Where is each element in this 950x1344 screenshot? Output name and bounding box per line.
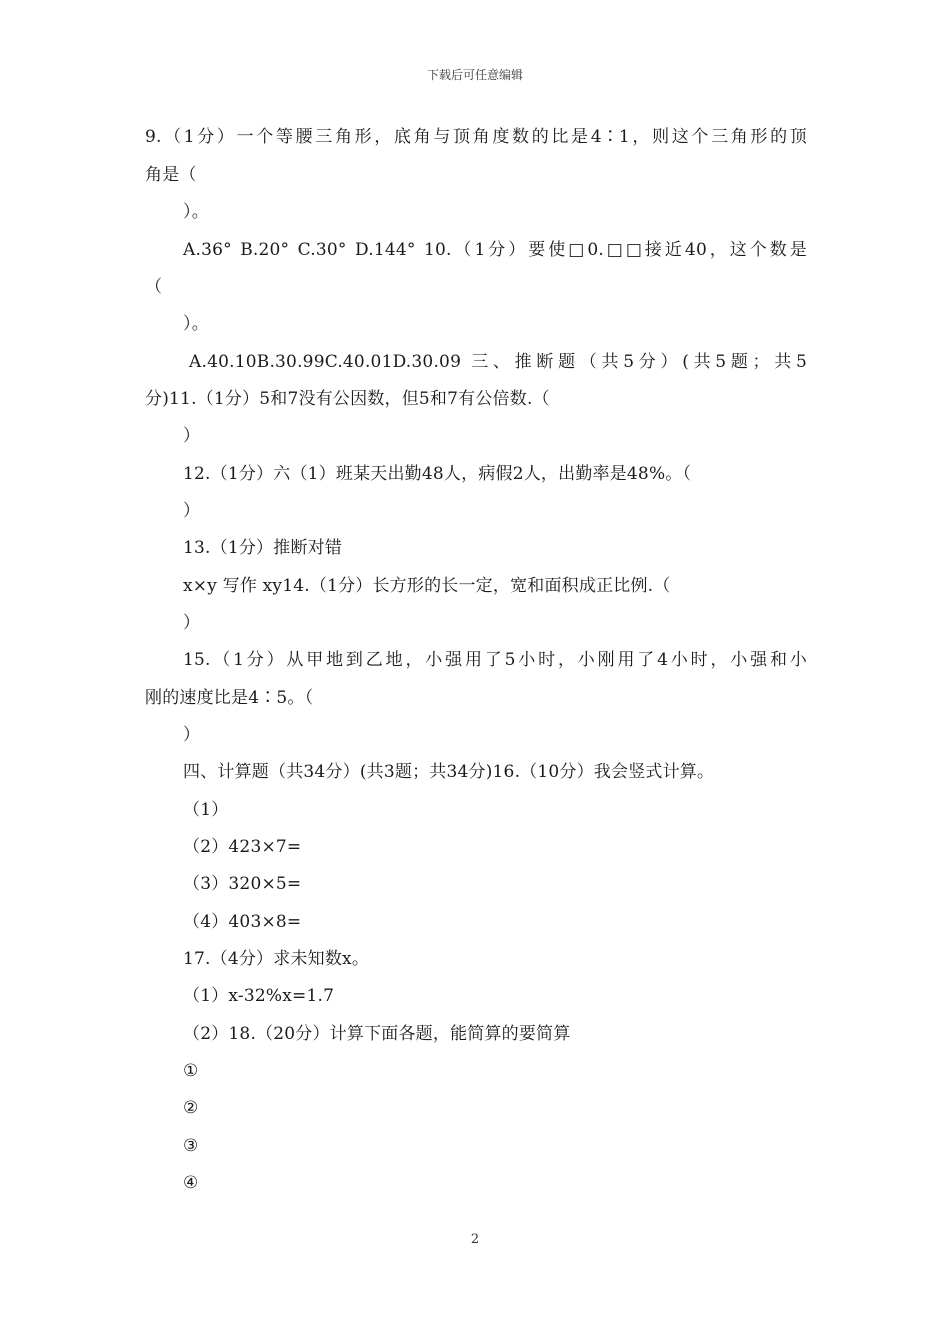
text-line: A.40.10B.30.99C.40.01D.30.09 三、推断题（共5分）(共5题；共5 xyxy=(189,352,807,372)
page-number: 2 xyxy=(470,1232,480,1247)
text-line: 角是（ xyxy=(145,165,197,185)
text-line: 13.（1分）推断对错 xyxy=(183,538,343,558)
text-line: （1）x-32%x=1.7 xyxy=(183,986,335,1006)
text-line: ） xyxy=(183,426,201,446)
text-line: 分)11.（1分）5和7没有公因数，但5和7有公倍数.（ xyxy=(145,389,550,409)
text-line: 17.（4分）求未知数x。 xyxy=(183,949,370,969)
text-line: 四、计算题（共34分）(共3题；共34分)16.（10分）我会竖式计算。 xyxy=(183,762,715,782)
text-line: （4）403×8= xyxy=(183,912,302,932)
text-line: （ xyxy=(145,277,163,297)
text-line: ④ xyxy=(183,1173,199,1193)
text-line: ② xyxy=(183,1098,199,1118)
text-line: ）。 xyxy=(183,202,209,222)
text-line: （2）423×7= xyxy=(183,837,302,857)
text-line: （2）18.（20分）计算下面各题，能简算的要简算 xyxy=(183,1024,571,1044)
text-line: （3）320×5= xyxy=(183,874,302,894)
text-line: ） xyxy=(183,725,201,745)
text-line: 12.（1分）六（1）班某天出勤48人，病假2人，出勤率是48%。（ xyxy=(183,464,692,484)
text-line: ① xyxy=(183,1061,199,1081)
text-line: ）。 xyxy=(183,314,209,334)
text-line: 9.（1分）一个等腰三角形，底角与顶角度数的比是4∶1，则这个三角形的顶 xyxy=(145,127,807,147)
text-line: ） xyxy=(183,613,201,633)
text-line: ） xyxy=(183,501,201,521)
page-header: 下载后可任意编辑 xyxy=(426,68,523,82)
text-line: 刚的速度比是4∶5。（ xyxy=(145,688,314,708)
text-line: x×y 写作 xy14.（1分）长方形的长一定，宽和面积成正比例.（ xyxy=(183,576,671,596)
text-line: 15.（1分）从甲地到乙地，小强用了5小时，小刚用了4小时，小强和小 xyxy=(183,650,807,670)
text-line: A.36° B.20° C.30° D.144° 10.（1分）要使□0.□□接近40，这个数是 xyxy=(183,240,807,260)
text-line: （1） xyxy=(183,800,229,820)
text-line: ③ xyxy=(183,1136,199,1156)
